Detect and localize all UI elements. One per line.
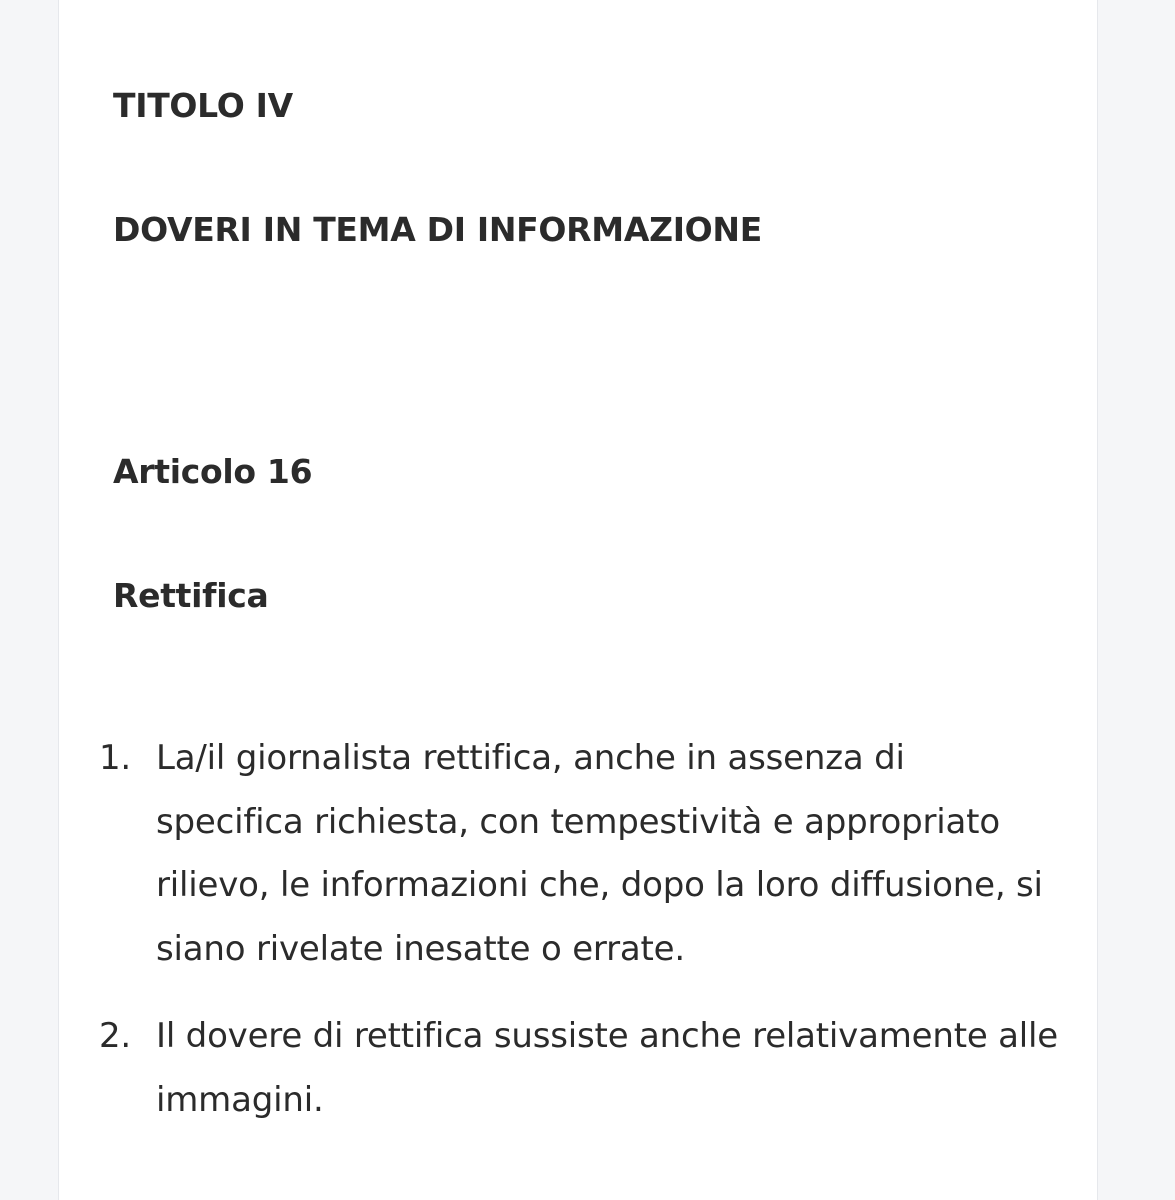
list-item — [99, 727, 1059, 981]
list-item-number: 2. — [99, 1016, 132, 1056]
article-title: Rettifica — [113, 576, 269, 615]
list-item-text: Il dovere di rettifica sussiste anche relativamente alle immagini. — [156, 1016, 1059, 1120]
article-heading: Articolo 16 — [113, 452, 313, 491]
list-item — [99, 1005, 1059, 1132]
list-item-text: La/il giornalista rettifica, anche in assenza di specifica richiesta, con tempestività e appropriato rilievo, le informazioni che, dopo la loro diffusione, si siano rivelate inesatte o errate. — [156, 738, 1043, 969]
document-page — [58, 0, 1098, 1200]
article-clauses-list — [99, 727, 1059, 1132]
title-heading: TITOLO IV — [113, 86, 293, 125]
section-heading: DOVERI IN TEMA DI INFORMAZIONE — [113, 210, 762, 249]
list-item-number: 1. — [99, 738, 132, 778]
